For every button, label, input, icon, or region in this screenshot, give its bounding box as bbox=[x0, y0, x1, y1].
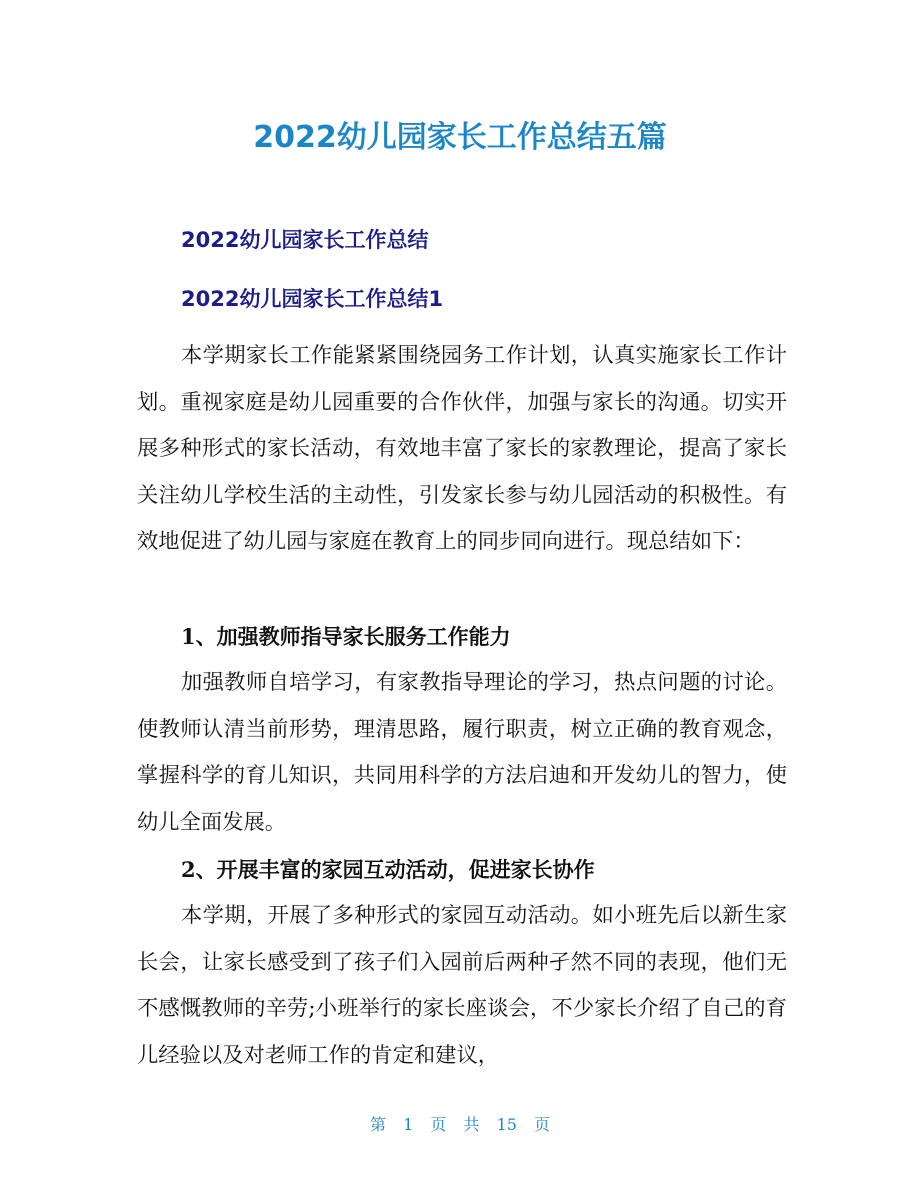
footer-page-prefix: 第 bbox=[369, 1115, 386, 1134]
subsection-heading: 2022幼儿园家长工作总结1 bbox=[181, 287, 444, 311]
body-paragraph-2: 加强教师自培学习，有家教指导理论的学习，热点问题的讨论。使教师认清当前形势，理清思路，履行职责，树立正确的教育观念，掌握科学的育儿知识，共同用科学的方法启迪和开发幼儿的智力，使幼儿全面发展。 bbox=[137, 670, 787, 835]
footer-page-number: 1 bbox=[403, 1115, 414, 1134]
footer-total-suffix: 页 bbox=[534, 1115, 551, 1134]
point-heading-2: 2、开展丰富的家园互动活动，促进家长协作 bbox=[181, 857, 595, 882]
document-title: 2022幼儿园家长工作总结五篇 bbox=[253, 120, 667, 155]
point-heading-1: 1、加强教师指导家长服务工作能力 bbox=[181, 624, 511, 649]
body-paragraph-3: 本学期，开展了多种形式的家园互动活动。如小班先后以新生家长会，让家长感受到了孩子们入园前后两种孑然不同的表现，他们无不感慨教师的辛劳;小班举行的家长座谈会，不少家长介绍了自己的育儿经验以及对老师工作的肯定和建议， bbox=[137, 903, 787, 1068]
footer-total-pages: 15 bbox=[496, 1115, 517, 1134]
footer-page-mid: 页 bbox=[430, 1115, 447, 1134]
page-footer bbox=[0, 1114, 920, 1136]
section-heading: 2022幼儿园家长工作总结 bbox=[181, 228, 429, 252]
body-paragraph-1: 本学期家长工作能紧紧围绕园务工作计划，认真实施家长工作计划。重视家庭是幼儿园重要的合作伙伴，加强与家长的沟通。切实开展多种形式的家长活动，有效地丰富了家长的家教理论，提高了家长关注幼儿学校生活的主动性，引发家长参与幼儿园活动的积极性。有效地促进了幼儿园与家庭在教育上的同步同向进行。现总结如下： bbox=[137, 343, 787, 555]
footer-total-prefix: 共 bbox=[463, 1115, 480, 1134]
